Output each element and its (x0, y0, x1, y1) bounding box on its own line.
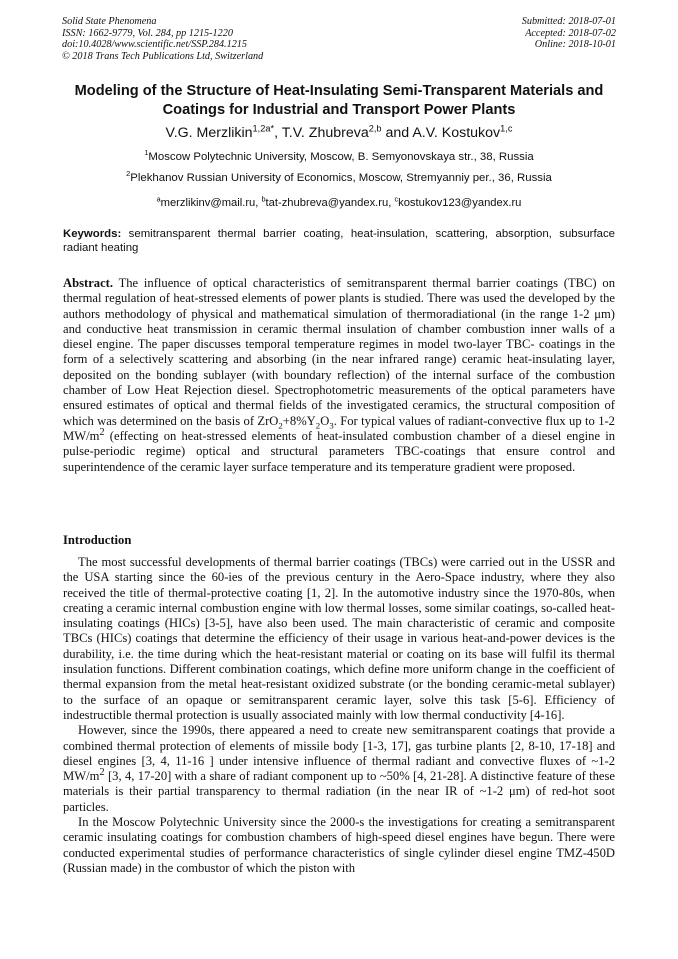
abstract-label: Abstract. (63, 276, 114, 290)
affiliation-1 (40, 150, 638, 164)
author-name: T.V. Zhubreva (281, 125, 369, 141)
intro-text: However, since the 1990s, there appeared a need to create new semitransparent coatings that provide a combined thermal protection of elements of missile body [1-3, 17], gas turbine plants [2, 8-10, 17-18] and diesel engines [3, 4, 11-16 ] under intensive influence of thermal radiant and convective fluxes of ~1-2 MW/m (63, 723, 615, 784)
intro-paragraph (63, 723, 615, 815)
subscript: 3 (329, 420, 334, 431)
author-affiliation-mark: 1,c (500, 123, 513, 134)
abstract-text: The influence of optical characteristics of semitransparent thermal barrier coatings (TBC) on thermal regulation of heat-stressed elements of power plants is studied. There was used the developed by the authors methodology of physical and mathematical simulation of thermoradiational (in the range 1-2 μm) and conductive heat transmission in ceramic thermal insulation of chamber combustion inner walls of a diesel engine. The paper discusses temporal temperature regimes in model two-layer TBC- coatings in the form of a selectively scattering and absorbing (in the near infrared range) ceramic heat-insulating layer, deposited on the bonding sublayer (with boundary reflection) of the internal surface of the combustion chamber of Low Heat Rejection diesel. Spectrophotometric measurements of the optical parameters have ensured estimates of optical and thermal fields of the investigated ceramics, the structural composition of which was determined on the basis of ZrO (63, 276, 615, 428)
email-mark: b (261, 194, 266, 204)
subscript: 2 (278, 420, 283, 431)
abstract-text: +8%Y (282, 413, 316, 428)
submitted-date: Submitted: 2018-07-01 (521, 16, 616, 27)
introduction-body (63, 555, 615, 876)
affiliation-text: Plekhanov Russian University of Economics, Moscow, Stremyanniy per., 36, Russia (130, 172, 552, 184)
author-separator: , (274, 125, 282, 141)
abstract-text: O (320, 413, 330, 428)
journal-name: Solid State Phenomena (62, 16, 157, 27)
intro-text: [3, 4, 17-20] with a share of radiant component up to ~50% [4, 21-28]. A distinctive feature of these materials is their partial transparency to thermal radiation (in the near IR of ~1-2 μm) of red-hot soot particles. (63, 769, 615, 814)
email-mark: c (394, 194, 399, 204)
keywords-text: semitransparent thermal barrier coating, heat-insulation, scattering, absorption, subsurface radiant heating (63, 228, 615, 254)
subscript: 2 (315, 420, 321, 431)
affiliation-mark: 2 (126, 169, 131, 179)
email-mark: a (156, 194, 161, 204)
email-link[interactable]: merzlikinv@mail.ru, (160, 197, 262, 209)
journal-copyright: © 2018 Trans Tech Publications Ltd, Switzerland (62, 50, 264, 62)
intro-paragraph: The most successful developments of thermal barrier coatings (TBCs) were carried out in the USSR and the USA starting since the 60-ies of the previous century in the Aero-Space industry, where they also received the title of thermal-protective coating [1, 2]. In the automotive industry since the 1970-80s, when creating a ceramic internal combustion engine with low thermal losses, some similar coatings, so-called heat-insulating coatings (HICs) [3-5], have also been used. The main characteristic of ceramic and composite TBCs (HICs) coatings that determine the efficiency of their usage in various heat-and-power devices is the durability, i.e. the time during which the heat-resistant material or coating on its base will fulfil its thermal insulation functions. Different combination coatings, which define more uniform change in the coefficient of thermal expansion from the metal heat-resistant oxidized substrate (or the bonding ceramic-metal sublayer) to the surface of an opaque or semitransparent ceramic layer, solve this task [5-6]. Efficiency of indestructible thermal protection is usually associated mainly with low thermal conductivity [4-16]. (63, 555, 615, 722)
abstract-paragraph (63, 276, 615, 475)
abstract-text: (effecting on heat-stressed elements of heat-insulated combustion chamber of a diesel engine in pulse-periodic regime) optical and structural parameters TBC-coatings that ensure control and superintendence of the ceramic layer surface temperature and its temperature gradient were proposed. (63, 428, 615, 474)
abstract (63, 276, 615, 475)
journal-issn: ISSN: 1662-9779, Vol. 284, pp 1215-1220 (62, 27, 233, 39)
paper-title: Modeling of the Structure of Heat-Insulating Semi-Transparent Materials and Coatings for Industrial and Transport Power Plants (74, 83, 604, 118)
author-name: A.V. Kostukov (412, 125, 501, 141)
affiliation-mark: 1 (144, 148, 149, 158)
author-list (50, 124, 628, 142)
author-separator: and (381, 125, 413, 141)
publication-dates (522, 16, 616, 51)
online-date: Online: 2018-10-01 (534, 39, 616, 51)
keywords-label: Keywords: (63, 228, 122, 240)
abstract-text: . For typical values of radiant-convective flux up to 1-2 MW/m (63, 413, 615, 443)
superscript: 2 (99, 766, 105, 778)
keywords (63, 228, 615, 256)
accepted-date: Accepted: 2018-07-02 (525, 27, 616, 39)
journal-doi: doi:10.4028/www.scientific.net/SSP.284.1215 (62, 39, 247, 51)
email-link[interactable]: tat-zhubreva@yandex.ru, (265, 197, 395, 209)
author-emails (40, 196, 638, 210)
author-affiliation-mark: 1,2a* (252, 123, 275, 134)
author-affiliation-mark: 2,b (368, 123, 382, 134)
email-link[interactable]: kostukov123@yandex.ru (398, 197, 522, 209)
affiliation-2 (40, 171, 638, 185)
author-name: V.G. Merzlikin (165, 125, 253, 141)
section-heading-introduction: Introduction (63, 533, 132, 547)
superscript: 2 (99, 426, 105, 438)
affiliation-text: Moscow Polytechnic University, Moscow, B. Semyonovskaya str., 38, Russia (148, 151, 534, 163)
journal-header (62, 16, 263, 62)
intro-paragraph: In the Moscow Polytechnic University since the 2000-s the investigations for creating a semitransparent ceramic insulating coatings for combustion chambers of high-speed diesel engines have begun. There were conducted experimental studies of performance characteristics of single cylinder diesel engine TMZ-450D (Russian made) in the combustor of which the piston with (63, 815, 615, 875)
